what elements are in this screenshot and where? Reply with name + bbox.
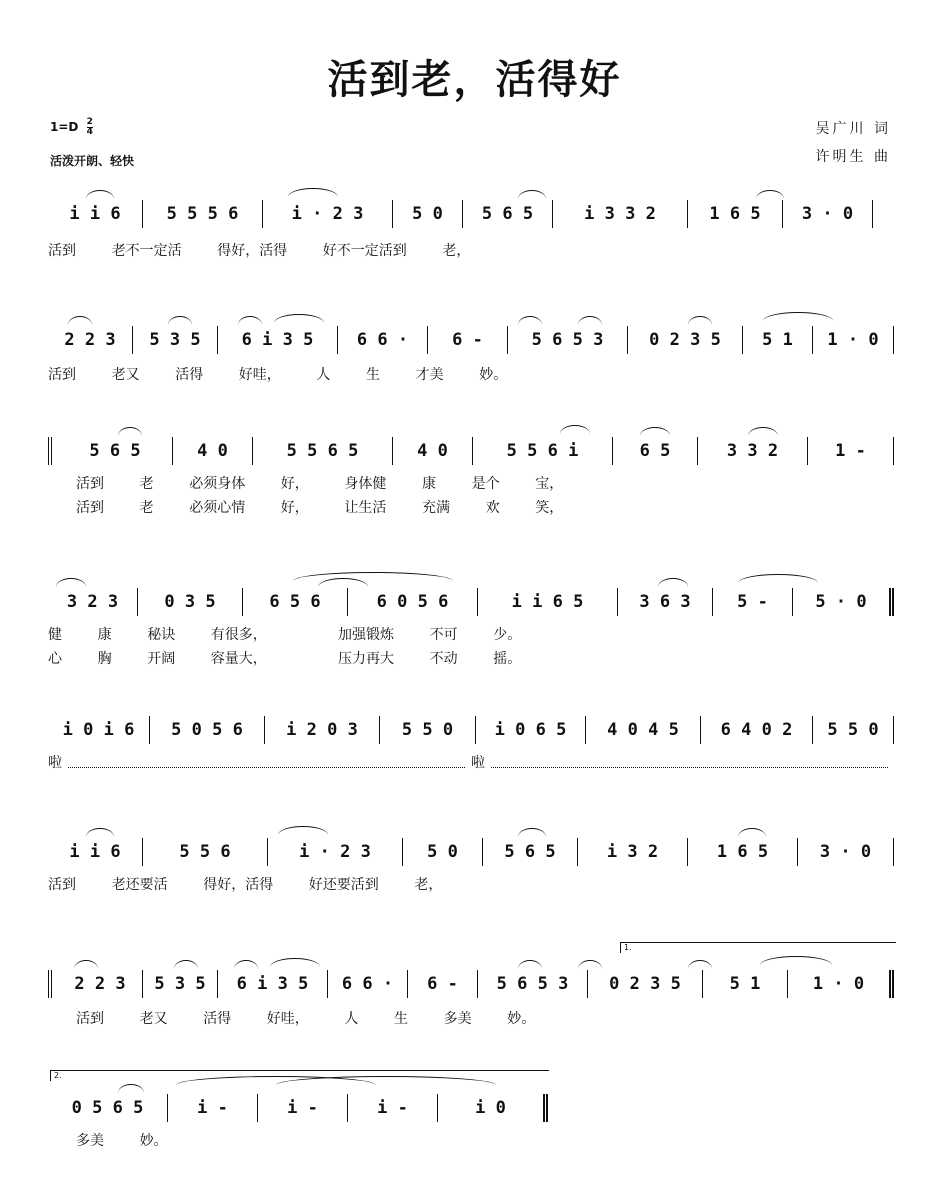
measure-notes: 6 i 3 5 — [241, 330, 314, 350]
measure — [428, 326, 508, 354]
measure-notes: i 2 0 3 — [286, 720, 358, 740]
measure — [628, 326, 743, 354]
notes-row — [48, 838, 894, 866]
measure — [476, 716, 586, 744]
measure-notes: 4 0 4 5 — [607, 720, 679, 740]
measure-notes: i - — [197, 1098, 228, 1118]
measure-notes: 5 5 0 — [827, 720, 879, 740]
measure — [688, 838, 798, 866]
lyric-row — [48, 752, 894, 772]
measure — [138, 588, 243, 616]
slur-mark — [74, 960, 98, 969]
score-line-5 — [48, 716, 894, 772]
measure — [478, 588, 618, 616]
measure-notes: 5 6 5 — [504, 842, 556, 862]
measure — [348, 1094, 438, 1122]
dotted-extension-line — [491, 767, 888, 768]
measure — [338, 326, 428, 354]
song-title: 活到老，活得好 — [327, 56, 622, 103]
key-signature — [50, 118, 93, 137]
slur-mark — [118, 427, 142, 436]
lyric-row — [48, 364, 894, 384]
measure-notes: 5 5 6 5 — [286, 441, 359, 461]
measure — [618, 588, 713, 616]
lyric-text: 多美 妙。 — [76, 1133, 168, 1149]
measure-notes: 1 6 5 — [709, 204, 761, 224]
measure-notes: 3 · 0 — [801, 204, 854, 224]
notes-row — [48, 1094, 548, 1122]
measure-notes: i i 6 — [69, 842, 121, 862]
measure-notes: i 0 — [475, 1098, 506, 1118]
slur-mark — [174, 960, 198, 969]
slur-mark — [658, 578, 688, 587]
slur-mark — [86, 190, 114, 199]
score-line-7 — [48, 970, 894, 1026]
measure — [268, 838, 403, 866]
slur-mark — [640, 427, 670, 436]
lyric-text: 活到 老 必须身体 好， 身体健 康 是个 宝， — [76, 476, 564, 492]
measure — [48, 588, 138, 616]
measure — [265, 716, 380, 744]
measure — [613, 437, 698, 465]
lyric-row — [48, 1008, 922, 1028]
measure — [48, 326, 133, 354]
measure-notes: 5 6 5 3 — [496, 974, 569, 994]
measure-notes: 5 - — [737, 592, 768, 612]
measure-notes: 5 1 — [762, 330, 793, 350]
measure-notes: i - — [287, 1098, 318, 1118]
slur-mark — [518, 190, 546, 199]
measure-notes: 5 5 6 — [179, 842, 231, 862]
measure — [408, 970, 478, 998]
measure-notes: 5 0 — [412, 204, 443, 224]
lyric-text: 活到 老又 活得 好哇， 人 生 多美 妙。 — [76, 1011, 536, 1027]
measure-notes: 5 3 5 — [154, 974, 206, 994]
notes-row — [48, 716, 894, 744]
notes-row — [48, 970, 894, 998]
slur-mark — [270, 958, 320, 967]
slur-mark — [56, 578, 86, 587]
score-line-8 — [48, 1094, 548, 1150]
slur-mark — [86, 828, 114, 837]
measure — [263, 200, 393, 228]
measure-notes: 6 - — [452, 330, 483, 350]
measure — [478, 970, 588, 998]
measure — [701, 716, 813, 744]
notes-row — [48, 326, 894, 354]
measure — [218, 326, 338, 354]
measure-notes: 1 · 0 — [827, 330, 879, 350]
time-sig-top: 2 — [86, 117, 93, 127]
time-sig-bottom: 4 — [86, 127, 93, 137]
dotted-extension-line — [68, 767, 465, 768]
volta-bracket-1: 1. — [620, 942, 896, 953]
measure-notes: i 3 3 2 — [584, 204, 656, 224]
measure — [698, 437, 808, 465]
lyric-row — [48, 473, 922, 493]
tempo-marking: 活泼开朗、轻快 — [50, 154, 135, 168]
measure — [168, 1094, 258, 1122]
measure-notes: 1 · 0 — [812, 974, 865, 994]
slur-mark — [274, 314, 324, 323]
measure-notes: 0 2 3 5 — [649, 330, 721, 350]
lyric-text: 活到 老 必须心情 好， 让生活 充满 欢 笑， — [76, 500, 564, 516]
score-line-1 — [48, 200, 894, 259]
measure-notes: 4 0 — [197, 441, 228, 461]
lyric-row — [48, 240, 894, 260]
slur-mark — [578, 316, 602, 325]
score-line-4 — [48, 588, 894, 667]
measure — [586, 716, 701, 744]
measure-notes: 5 5 5 6 — [166, 204, 239, 224]
measure — [218, 970, 328, 998]
measure-notes: i - — [377, 1098, 408, 1118]
measure-notes: 5 3 5 — [149, 330, 201, 350]
measure-notes: 1 - — [835, 441, 866, 461]
slur-mark — [293, 572, 453, 581]
measure — [143, 200, 263, 228]
measure — [713, 588, 793, 616]
measure-notes: i i 6 5 — [511, 592, 584, 612]
measure-notes: 5 1 — [729, 974, 761, 994]
measure-notes: i 0 i 6 — [62, 720, 135, 740]
key-label: 1=D — [50, 120, 79, 134]
measure-notes: 1 6 5 — [716, 842, 769, 862]
measure-notes: 2 2 3 — [74, 974, 126, 994]
slur-mark — [688, 316, 712, 325]
measure — [328, 970, 408, 998]
slur-mark — [518, 316, 542, 325]
lyric-text: 活到 老又 活得 好哇， 人 生 才美 妙。 — [48, 367, 508, 383]
measure-notes: 6 - — [427, 974, 458, 994]
measure-notes: i 3 2 — [606, 842, 659, 862]
slur-mark — [68, 316, 92, 325]
lyric-row — [48, 874, 894, 894]
measure-notes: 5 6 5 — [481, 204, 534, 224]
slur-mark — [518, 960, 542, 969]
measure-notes: 3 6 3 — [639, 592, 691, 612]
measure — [578, 838, 688, 866]
measure-notes: 0 3 5 — [164, 592, 216, 612]
measure-notes: 6 0 5 6 — [376, 592, 449, 612]
measure — [793, 588, 894, 616]
measure — [473, 437, 613, 465]
lyric-row — [48, 497, 922, 517]
measure — [403, 838, 483, 866]
notes-row — [48, 588, 894, 616]
measure-notes: i 0 6 5 — [494, 720, 567, 740]
lyric-text: 活到 老不一定活 得好，活得 好不一定活到 老， — [48, 243, 471, 259]
measure — [688, 200, 783, 228]
score-line-3 — [48, 437, 894, 516]
measure — [48, 970, 143, 998]
measure-notes: 5 5 6 i — [506, 441, 579, 461]
measure-notes: 3 3 2 — [726, 441, 779, 461]
measure-notes: i · 2 3 — [299, 842, 371, 862]
measure — [438, 1094, 548, 1122]
measure — [483, 838, 578, 866]
measure — [143, 838, 268, 866]
lyric-text: 健 康 秘诀 有很多， 加强锻炼 不可 少。 — [48, 627, 522, 643]
measure-notes: 5 5 0 — [401, 720, 454, 740]
composer-credit: 许明生 曲 — [815, 149, 891, 165]
measure-notes: 6 6 · — [356, 330, 409, 350]
measure — [508, 326, 628, 354]
lyric-row — [48, 648, 894, 668]
lyric-row — [48, 1130, 548, 1150]
measure-notes: i · 2 3 — [291, 204, 364, 224]
lyric-text: 心 胸 开阔 容量大， 压力再大 不动 摇。 — [48, 651, 522, 667]
slur-mark — [168, 316, 192, 325]
measure — [48, 1094, 168, 1122]
score-line-2 — [48, 326, 894, 382]
measure — [133, 326, 218, 354]
measure — [798, 838, 894, 866]
measure — [463, 200, 553, 228]
measure — [393, 200, 463, 228]
notes-row — [48, 200, 894, 228]
measure-notes: 6 5 — [639, 441, 671, 461]
slur-mark — [518, 828, 546, 837]
measure-notes: i i 6 — [69, 204, 121, 224]
measure-notes: 0 5 6 5 — [71, 1098, 144, 1118]
measure-notes: 5 0 — [427, 842, 458, 862]
slur-mark — [238, 316, 262, 325]
slur-mark — [756, 190, 784, 199]
lyricist-credit: 吴广川 词 — [815, 121, 891, 137]
measure — [48, 437, 173, 465]
measure-notes: 6 5 6 — [269, 592, 321, 612]
measure — [553, 200, 688, 228]
measure-notes: 5 · 0 — [815, 592, 867, 612]
notes-row — [48, 437, 894, 465]
slur-mark — [578, 960, 602, 969]
slur-mark — [748, 427, 778, 436]
measure — [243, 588, 348, 616]
measure — [48, 716, 150, 744]
measure — [788, 970, 894, 998]
measure — [48, 200, 143, 228]
measure-notes: 5 6 5 — [89, 441, 141, 461]
measure — [813, 326, 894, 354]
lyric-text: 活到 老还要活 得好，活得 好还要活到 老， — [48, 877, 443, 893]
time-signature — [87, 118, 93, 137]
measure-notes: 4 0 — [417, 441, 448, 461]
measure — [393, 437, 473, 465]
measure-notes: 3 2 3 — [66, 592, 119, 612]
measure-notes: 3 · 0 — [819, 842, 872, 862]
measure-notes: 5 6 5 3 — [531, 330, 604, 350]
slur-mark — [738, 574, 818, 583]
measure-notes: 5 0 5 6 — [171, 720, 243, 740]
measure — [173, 437, 253, 465]
slur-mark — [688, 960, 712, 969]
lyric-row — [48, 624, 894, 644]
measure — [588, 970, 703, 998]
measure — [143, 970, 218, 998]
slur-mark — [760, 956, 832, 965]
measure-notes: 6 i 3 5 — [236, 974, 309, 994]
slur-mark — [234, 960, 258, 969]
measure — [380, 716, 476, 744]
measure-notes: 6 6 · — [341, 974, 394, 994]
lyric-text: 啦 — [471, 755, 485, 771]
measure — [348, 588, 478, 616]
measure — [703, 970, 788, 998]
measure — [743, 326, 813, 354]
measure — [808, 437, 894, 465]
slur-mark — [738, 828, 766, 837]
slur-mark — [118, 1084, 144, 1093]
measure-notes: 2 2 3 — [64, 330, 116, 350]
measure-notes: 0 2 3 5 — [609, 974, 681, 994]
measure — [150, 716, 265, 744]
slur-mark — [763, 312, 833, 321]
measure-notes: 6 4 0 2 — [720, 720, 793, 740]
slur-mark — [278, 826, 328, 835]
measure — [253, 437, 393, 465]
score-line-6 — [48, 838, 894, 894]
slur-mark — [560, 425, 590, 434]
measure — [813, 716, 894, 744]
slur-mark — [288, 188, 338, 197]
measure — [783, 200, 873, 228]
lyric-text: 啦 — [48, 755, 62, 771]
measure — [258, 1094, 348, 1122]
volta-bracket-2: 2. — [50, 1070, 549, 1081]
measure — [48, 838, 143, 866]
